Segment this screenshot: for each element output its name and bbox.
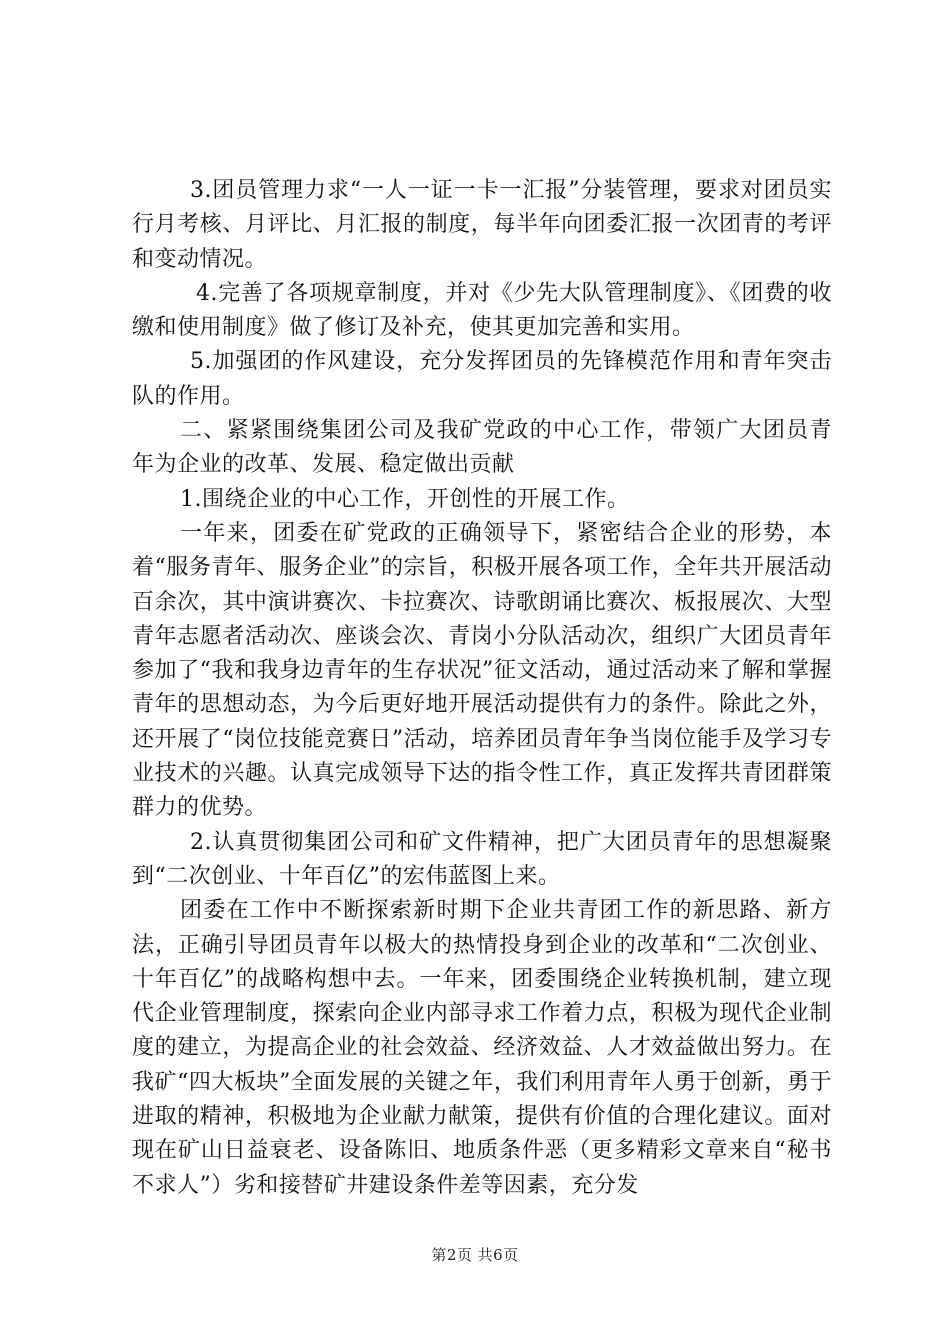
paragraph-5: 一年来，团委在矿党政的正确领导下，紧密结合企业的形势，本着“服务青年、服务企业”的宗旨，积极开展各项工作，全年共开展活动百余次，其中演讲赛次、卡拉赛次、诗歌朗诵比赛次、板报展次、大型青年志愿者活动次、座谈会次、青岗小分队活动次，组织广大团员青年参加了“我和我身边青年的生存状况”征文活动，通过活动来了解和掌握青年的思想动态，为今后更好地开展活动提供有力的条件。除此之外，还开展了“岗位技能竞赛日”活动，培养团员青年争当岗位能手及学习专业技术的兴趣。认真完成领导下达的指令性工作，真正发挥共青团群策群力的优势。	[132, 520, 832, 821]
paragraph-7: 团委在工作中不断探索新时期下企业共青团工作的新思路、新方法，正确引导团员青年以极大的热情投身到企业的改革和“二次创业、十年百亿”的战略构想中去。一年来，团委围绕企业转换机制，建立现代企业管理制度，探索向企业内部寻求工作着力点，积极为现代企业制度的建立，为提高企业的社会效益、经济效益、人才效益做出努力。在我矿“四大板块”全面发展的关键之年，我们利用青年人勇于创新，勇于进取的精神，积极地为企业献力献策，提供有价值的合理化建议。面对现在矿山日益衰老、设备陈旧、地质条件恶（更多精彩文章来自“秘书不求人”）劣和接替矿井建设条件差等因素，充分发	[132, 898, 832, 1198]
page-footer: 第2页 共6页	[431, 1246, 519, 1264]
document-body	[132, 174, 832, 1203]
paragraph-4: 1.围绕企业的中心工作，开创性的开展工作。	[180, 486, 630, 512]
paragraph-2: 4.完善了各项规章制度，并对《少先大队管理制度》、《团费的收缴和使用制度》做了修订及补充，使其更加完善和实用。	[132, 280, 832, 341]
paragraph-1: 3.团员管理力求“一人一证一卡一汇报”分装管理，要求对团员实行月考核、月评比、月汇报的制度，每半年向团委汇报一次团青的考评和变动情况。	[132, 178, 832, 272]
paragraph-3: 5.加强团的作风建设，充分发挥团员的先锋模范作用和青年突击队的作用。	[132, 349, 832, 409]
section-heading-2: 二、紧紧围绕集团公司及我矿党政的中心工作，带领广大团员青年为企业的改革、发展、稳定做出贡献	[132, 418, 832, 478]
paragraph-6: 2.认真贯彻集团公司和矿文件精神，把广大团员青年的思想凝聚到“二次创业、十年百亿”的宏伟蓝图上来。	[132, 829, 832, 889]
